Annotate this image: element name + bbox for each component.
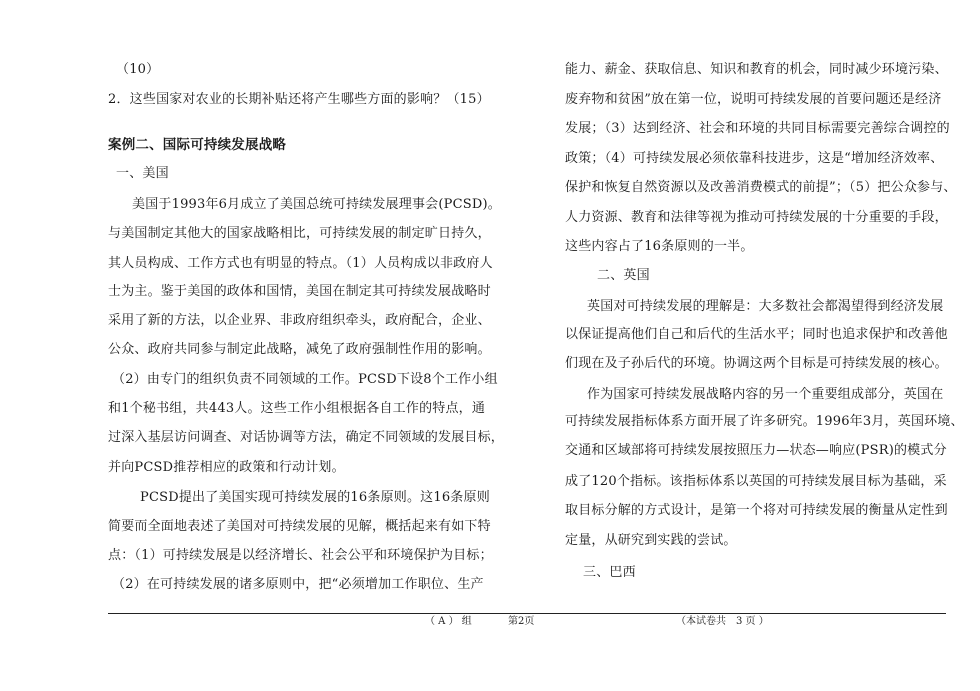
right-text-line: 三、巴西	[583, 565, 636, 580]
left-text-line: 并向PCSD推荐相应的政策和行动计划。	[108, 460, 345, 475]
right-text-line: 人力资源、教育和法律等视为推动可持续发展的十分重要的手段，	[565, 210, 948, 225]
left-text-line: 点：（1）可持续发展是以经济增长、社会公平和环境保护为目标；	[108, 548, 493, 563]
right-text-line: 可持续发展指标体系方面开展了许多研究。1996年3月，英国环境、	[565, 414, 964, 429]
left-text-line: PCSD提出了美国实现可持续发展的16条原则。这16条原则	[140, 490, 490, 505]
left-text-line: 和1个秘书组，共443人。这些工作小组根据各自工作的特点，通	[108, 401, 486, 416]
right-text-line: 们现在及子孙后代的环境。协调这两个目标是可持续发展的核心。	[565, 356, 948, 371]
right-text-line: 定量，从研究到实践的尝试。	[565, 533, 737, 548]
left-text-line: （2）由专门的组织负责不同领域的工作。PCSD下设8个工作小组	[112, 372, 498, 387]
right-text-line: 二、英国	[597, 268, 650, 283]
left-text-line: 采用了新的方法，以企业界、非政府组织牵头，政府配合，企业、	[108, 313, 491, 328]
left-text-line: 士为主。鉴于美国的政体和国情，美国在制定其可持续发展战略时	[108, 284, 491, 299]
right-text-line: 取目标分解的方式设计，是第一个将对可持续发展的衡量从定性到	[565, 503, 948, 518]
footer-rule	[108, 613, 946, 614]
left-text-line: 与美国制定其他大的国家战略相比，可持续发展的制定旷日持久，	[108, 226, 491, 241]
right-text-line: 保护和恢复自然资源以及改善消费模式的前提”；（5）把公众参与、	[565, 180, 957, 195]
right-text-line: 英国对可持续发展的理解是：大多数社会都渴望得到经济发展	[587, 299, 944, 314]
left-text-line: 美国于1993年6月成立了美国总统可持续发展理事会(PCSD)。	[132, 197, 501, 212]
left-text-line: （2）在可持续发展的诸多原则中，把“必须增加工作职位、生产	[112, 577, 484, 592]
right-text-line: 以保证提高他们自己和后代的生活水平；同时也追求保护和改善他	[565, 327, 948, 342]
left-text-line: 简要而全面地表述了美国对可持续发展的见解，概括起来有如下特	[108, 519, 491, 534]
right-text-line: 废弃物和贫困”放在第一位，说明可持续发展的首要问题还是经济	[565, 92, 942, 107]
right-text-line: 能力、薪金、获取信息、知识和教育的机会，同时减少环境污染、	[565, 62, 948, 77]
right-text-line: 发展；（3）达到经济、社会和环境的共同目标需要完善综合调控的	[565, 121, 950, 136]
left-text-line: 公众、政府共同参与制定此战略，减免了政府强制性作用的影响。	[108, 342, 491, 357]
left-text-line: 2．这些国家对农业的长期补贴还将产生哪些方面的影响？（15）	[108, 92, 490, 107]
footer-total: （本试卷共 3 页 ）	[676, 616, 769, 627]
left-text-line: 其人员构成、工作方式也有明显的特点。（1）人员构成以非政府人	[108, 256, 493, 271]
footer-page: 第2页	[508, 616, 535, 627]
left-text-line: 过深入基层访问调查、对话协调等方法，确定不同领域的发展目标，	[108, 430, 505, 445]
right-text-line: 这些内容占了16条原则的一半。	[565, 239, 754, 254]
case-heading: 案例二、国际可持续发展战略	[108, 137, 287, 153]
right-text-line: 成了120个指标。该指标体系以英国的可持续发展目标为基础，采	[565, 474, 947, 489]
right-text-line: 作为国家可持续发展战略内容的另一个重要组成部分，英国在	[587, 387, 944, 402]
left-text-line: （10）	[116, 62, 160, 77]
left-text-line: 一、美国	[116, 166, 169, 181]
footer-group: （ A ） 组	[425, 616, 472, 627]
right-text-line: 政策；（4）可持续发展必须依靠科技进步，这是“增加经济效率、	[565, 151, 944, 166]
right-text-line: 交通和区域部将可持续发展按照压力—状态—响应(PSR)的模式分	[565, 443, 947, 458]
